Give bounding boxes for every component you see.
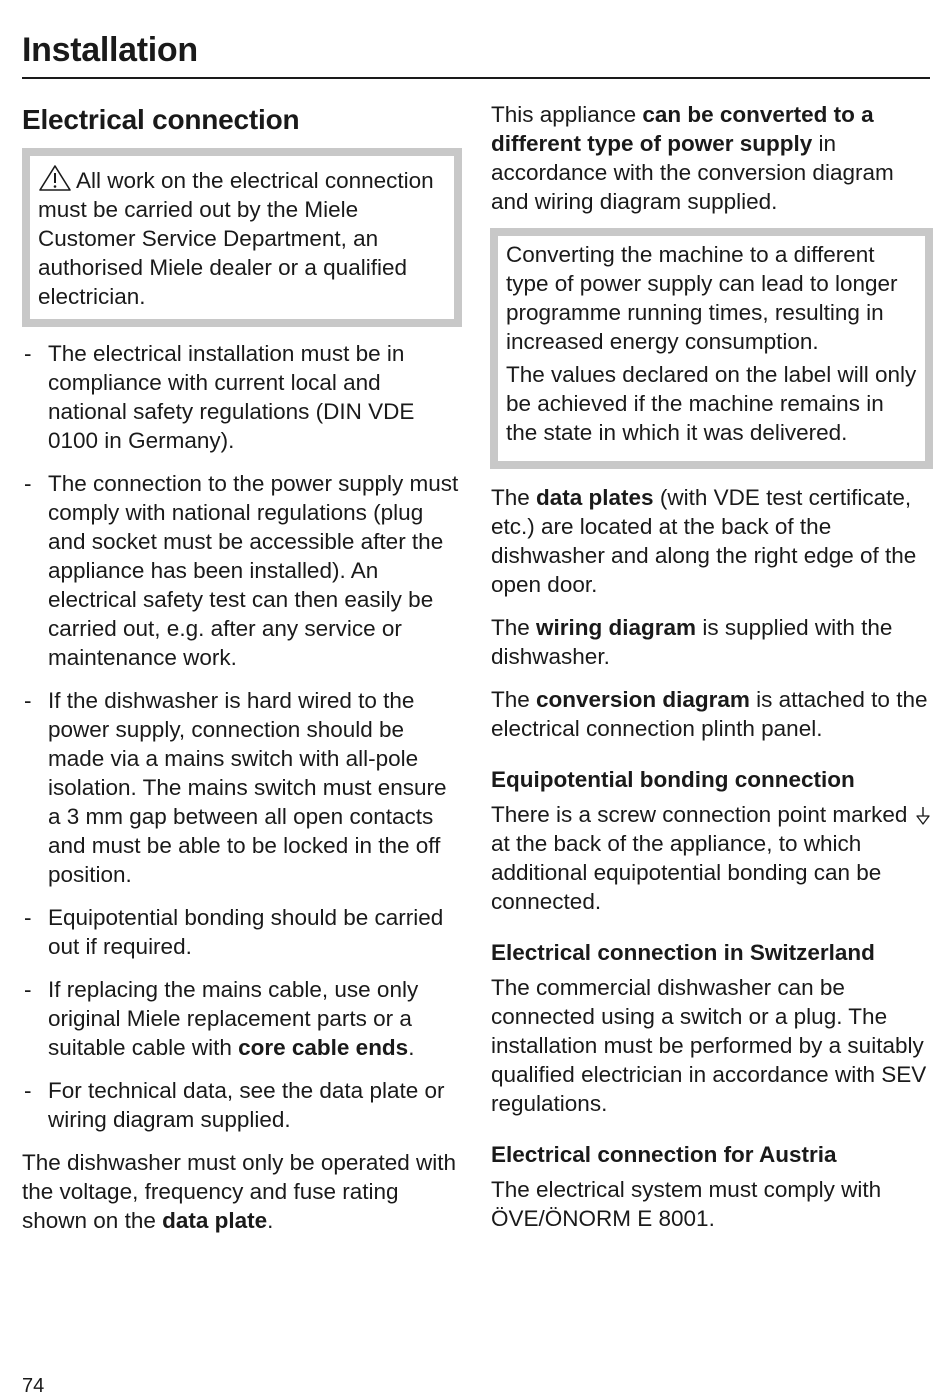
switzerland-title: Electrical connection in Switzerland <box>491 940 875 965</box>
list-item-text: The connection to the power supply must comply with national regulations (plug and socket must be accessible after the appliance has been installed). An electrical safety test can then easily be carried out, e.g. after any service or maintenance work. <box>48 471 459 670</box>
list-item <box>22 686 462 889</box>
list-item-text: If the dishwasher is hard wired to the power supply, connection should be made via a mains switch with all-pole isolation. The mains switch must ensure a 3 mm gap between all open contacts and must be able to be locked in the off position. <box>48 688 447 887</box>
list-item-text-end: . <box>408 1035 415 1060</box>
header-divider <box>22 77 930 79</box>
convdiag-bold: conversion diagram <box>536 687 750 712</box>
dash-bullet: - <box>24 341 32 366</box>
list-item <box>22 1076 462 1134</box>
conversion-diagram-paragraph <box>491 685 933 743</box>
wiring-bold: wiring diagram <box>536 615 697 640</box>
list-item <box>22 903 462 961</box>
list-item <box>22 339 462 455</box>
data-plates-text: The <box>491 485 537 510</box>
warning-triangle-icon <box>38 164 72 192</box>
section-title: Electrical connection <box>22 104 300 135</box>
dash-bullet: - <box>24 977 32 1002</box>
equipotential-title: Equipotential bonding connection <box>491 767 855 792</box>
list-item <box>22 975 462 1062</box>
austria-title: Electrical connection for Austria <box>491 1142 837 1167</box>
austria-paragraph: The electrical system must comply with ÖVE/ÖNORM E 8001. <box>491 1177 882 1231</box>
voltage-text-end: . <box>267 1208 274 1233</box>
page-header <box>22 28 930 72</box>
list-item-text: Equipotential bonding should be carried out if required. <box>48 905 444 959</box>
conversion-bold: can be converted to a different type of power supply <box>491 102 874 156</box>
equipotential-text: There is a screw connection point marked <box>491 802 914 827</box>
warning-text: All work on the electrical connection must be carried out by the Miele Customer Service Department, an authorised Miele dealer or a qualified electrician. <box>38 168 434 309</box>
page-title: Installation <box>22 31 198 69</box>
note-text-2: The values declared on the label will only be achieved if the machine remains in the state in which it was delivered. <box>506 362 917 445</box>
note-text-1: Converting the machine to a different type of power supply can lead to longer programme running times, resulting in increased energy consumption. <box>506 242 898 354</box>
page-number: 74 <box>22 1375 45 1397</box>
conversion-paragraph <box>491 100 933 216</box>
switzerland-paragraph: The commercial dishwasher can be connected using a switch or a plug. The installation must be performed by a suitably qualified electrician in accordance with SEV regulations. <box>491 975 927 1116</box>
data-plates-text-end: (with VDE test certificate, etc.) are located at the back of the dishwasher and along the right edge of the open door. <box>491 485 917 597</box>
dash-bullet: - <box>24 1078 32 1103</box>
left-column <box>22 100 462 1249</box>
list-item-text: For technical data, see the data plate or wiring diagram supplied. <box>48 1078 445 1132</box>
list-item-text: The electrical installation must be in compliance with current local and national safety regulations (DIN VDE 0100 in Germany). <box>48 341 415 453</box>
warning-box <box>22 148 462 327</box>
wiring-paragraph <box>491 613 933 671</box>
equipotential-text-end: at the back of the appliance, to which additional equipotential bonding can be connected. <box>491 831 882 914</box>
dash-bullet: - <box>24 905 32 930</box>
earth-ground-icon <box>915 805 931 827</box>
voltage-text: The dishwasher must only be operated with the voltage, frequency and fuse rating shown on the <box>22 1150 456 1233</box>
data-plates-paragraph <box>491 483 933 599</box>
data-plates-bold: data plates <box>536 485 654 510</box>
convdiag-text: The <box>491 687 537 712</box>
conversion-text-end: in accordance with the conversion diagram and wiring diagram supplied. <box>491 131 894 214</box>
list-item-text: If replacing the mains cable, use only original Miele replacement parts or a suitable cable with <box>48 977 419 1060</box>
note-box <box>490 228 933 469</box>
right-column <box>491 100 933 1247</box>
voltage-bold: data plate <box>162 1208 268 1233</box>
requirements-list <box>22 339 462 1134</box>
wiring-text-end: is supplied with the dishwasher. <box>491 615 893 669</box>
voltage-paragraph <box>22 1148 462 1235</box>
dash-bullet: - <box>24 471 32 496</box>
convdiag-text-end: is attached to the electrical connection plinth panel. <box>491 687 928 741</box>
equipotential-paragraph <box>491 800 933 916</box>
conversion-text: This appliance <box>491 102 643 127</box>
list-item-bold: core cable ends <box>238 1035 409 1060</box>
wiring-text: The <box>491 615 537 640</box>
list-item <box>22 469 462 672</box>
dash-bullet: - <box>24 688 32 713</box>
